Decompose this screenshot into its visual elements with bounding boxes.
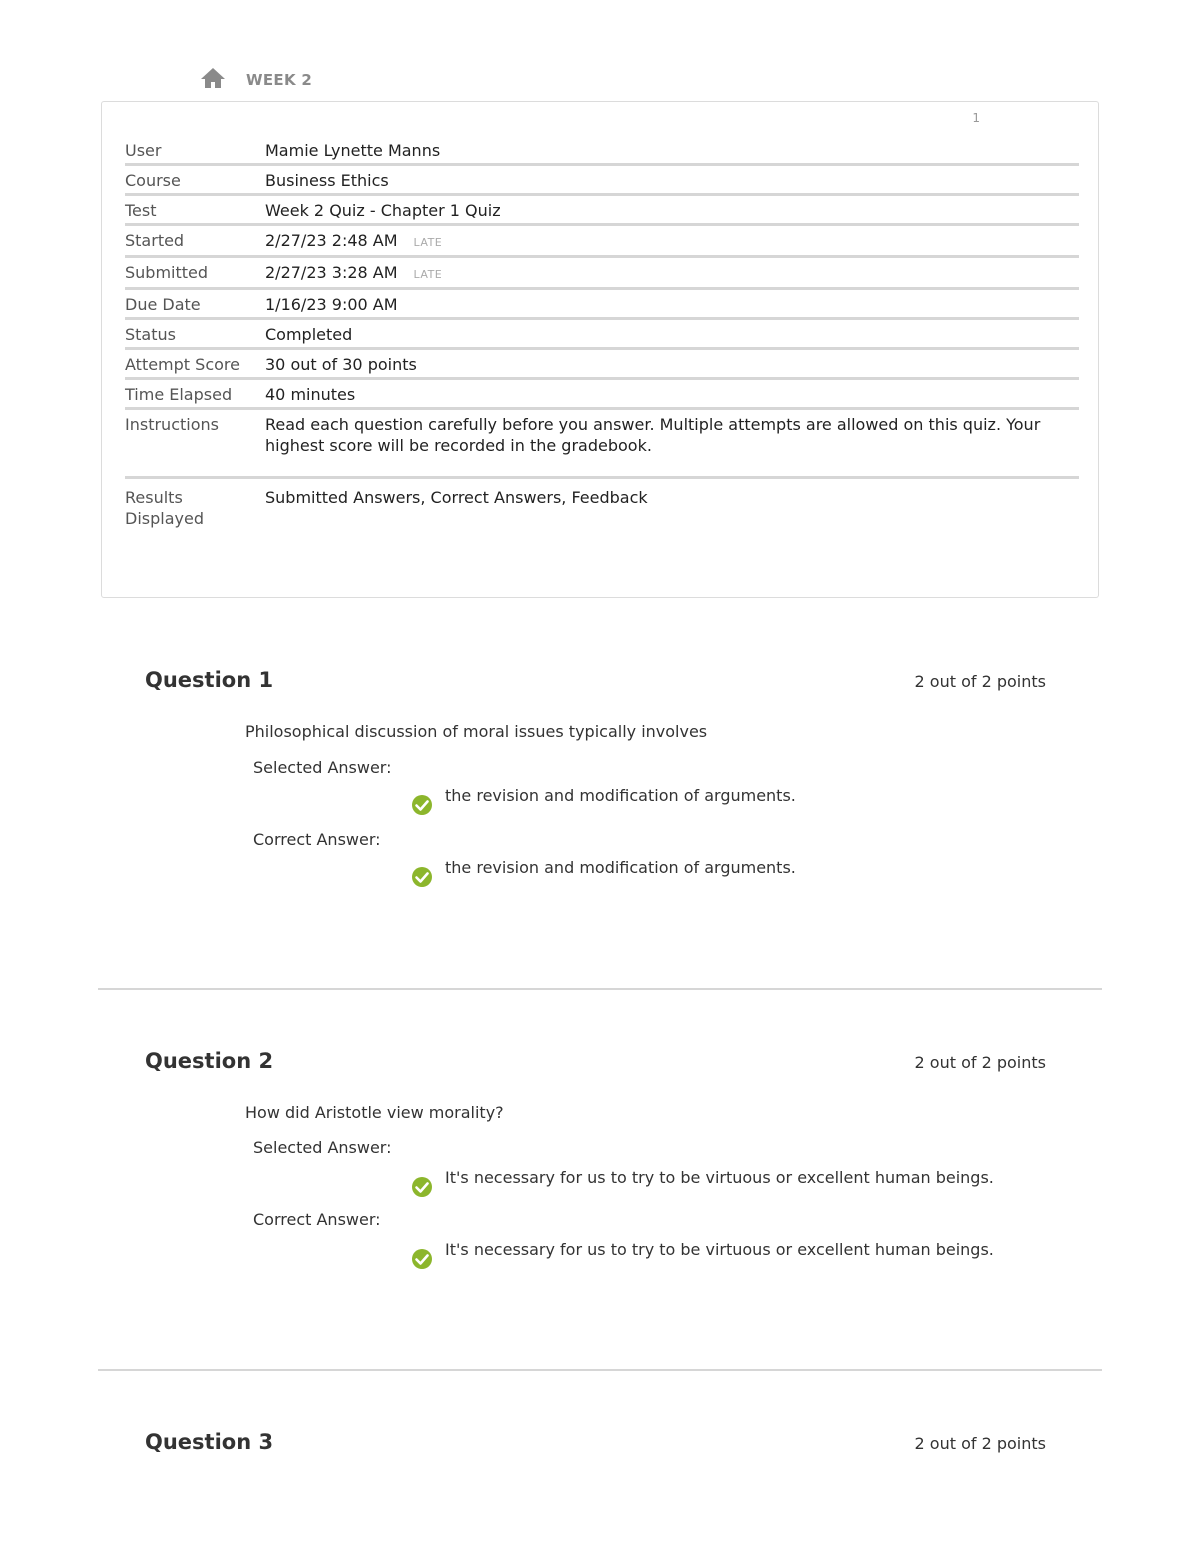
question-points: 2 out of 2 points	[914, 1434, 1046, 1453]
summary-table	[125, 136, 1079, 531]
summary-row-course	[125, 165, 1079, 195]
summary-row-submitted	[125, 257, 1079, 289]
summary-row-results-displayed	[125, 478, 1079, 532]
selected-answer-text: the revision and modification of arguments.	[445, 786, 796, 805]
summary-row-test	[125, 195, 1079, 225]
summary-row-user	[125, 136, 1079, 165]
question-text: How did Aristotle view morality?	[245, 1103, 504, 1122]
row-label: Due Date	[125, 289, 265, 319]
row-value: 40 minutes	[265, 379, 1079, 409]
late-badge: LATE	[413, 236, 443, 249]
row-value: Mamie Lynette Manns	[265, 136, 1079, 165]
correct-answer	[411, 858, 796, 892]
question-text: Philosophical discussion of moral issues typically involves	[245, 722, 708, 741]
breadcrumb-label[interactable]: WEEK 2	[246, 71, 313, 89]
question-title: Question 3	[145, 1430, 274, 1454]
row-value: Read each question carefully before you answer. Multiple attempts are allowed on this quiz. Your highest score will be recorded in the gradebook.	[265, 409, 1079, 478]
row-value: Week 2 Quiz - Chapter 1 Quiz	[265, 195, 1079, 225]
selected-answer	[411, 1168, 994, 1202]
question-title: Question 1	[145, 668, 274, 692]
late-badge: LATE	[413, 268, 443, 281]
correct-check-icon	[411, 786, 433, 820]
row-label: Time Elapsed	[125, 379, 265, 409]
row-value: Completed	[265, 319, 1079, 349]
correct-answer-text: the revision and modification of arguments.	[445, 858, 796, 877]
row-value: Submitted Answers, Correct Answers, Feedback	[265, 488, 648, 507]
row-value: 2/27/23 3:28 AM	[265, 263, 398, 282]
question-3	[98, 1430, 1102, 1490]
row-label: Results Displayed	[125, 488, 204, 528]
selected-answer-text: It's necessary for us to try to be virtuous or excellent human beings.	[445, 1168, 994, 1187]
home-icon[interactable]	[200, 66, 226, 94]
summary-row-instructions	[125, 409, 1079, 478]
selected-answer-label: Selected Answer:	[253, 1138, 392, 1157]
summary-row-status	[125, 319, 1079, 349]
correct-answer	[411, 1240, 994, 1274]
row-label: Status	[125, 319, 265, 349]
breadcrumb	[200, 66, 312, 94]
row-label: User	[125, 136, 265, 165]
summary-row-time-elapsed	[125, 379, 1079, 409]
question-divider	[98, 1369, 1102, 1371]
question-1	[98, 668, 1102, 998]
selected-answer	[411, 786, 796, 820]
question-points: 2 out of 2 points	[914, 1053, 1046, 1072]
question-divider	[98, 988, 1102, 990]
correct-check-icon	[411, 858, 433, 892]
summary-row-started	[125, 225, 1079, 257]
correct-answer-label: Correct Answer:	[253, 1210, 381, 1229]
row-label: Instructions	[125, 409, 265, 478]
row-label: Started	[125, 225, 265, 257]
row-label: Submitted	[125, 257, 265, 289]
summary-row-due-date	[125, 289, 1079, 319]
correct-check-icon	[411, 1240, 433, 1274]
row-value: Business Ethics	[265, 165, 1079, 195]
row-label: Attempt Score	[125, 349, 265, 379]
selected-answer-label: Selected Answer:	[253, 758, 392, 777]
correct-check-icon	[411, 1168, 433, 1202]
row-value: 30 out of 30 points	[265, 349, 1079, 379]
question-title: Question 2	[145, 1049, 274, 1073]
correct-answer-text: It's necessary for us to try to be virtuous or excellent human beings.	[445, 1240, 994, 1259]
row-label: Test	[125, 195, 265, 225]
row-label: Course	[125, 165, 265, 195]
question-points: 2 out of 2 points	[914, 672, 1046, 691]
correct-answer-label: Correct Answer:	[253, 830, 381, 849]
test-summary-card	[101, 101, 1099, 598]
row-value: 1/16/23 9:00 AM	[265, 289, 1079, 319]
row-value: 2/27/23 2:48 AM	[265, 231, 398, 250]
page-number: 1	[972, 111, 980, 125]
question-2	[98, 1049, 1102, 1379]
summary-row-attempt-score	[125, 349, 1079, 379]
